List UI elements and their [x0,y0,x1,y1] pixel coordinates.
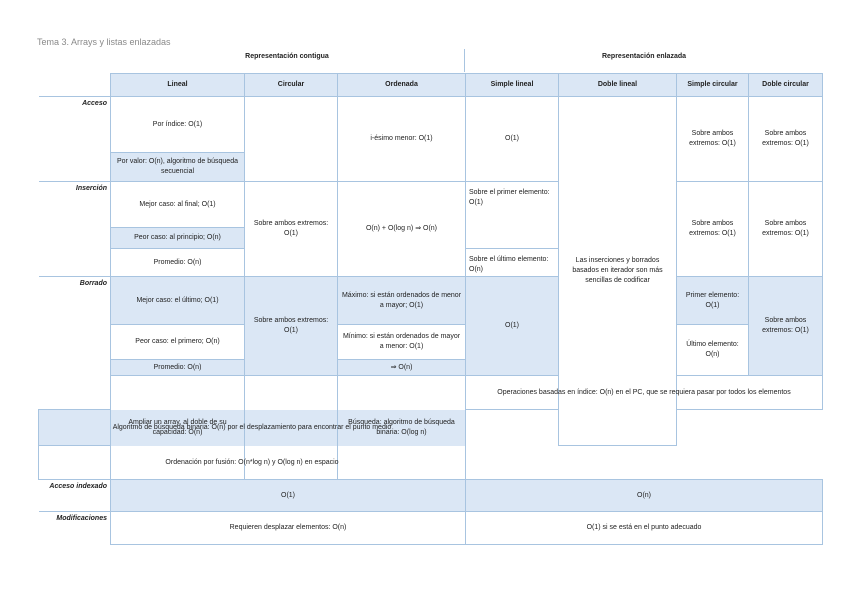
group-header-enlazada: Representación enlazada [601,53,687,60]
row-header-acceso-indexado: Acceso indexado [39,480,111,512]
cell-insercion-circular: Sobre ambos extremos: O(1) [245,182,338,277]
cell-insercion-simple-lineal-primero: Sobre el primer elemento: O(1) [466,182,559,249]
col-header-lineal: Lineal [111,74,245,97]
row-header-modificaciones: Modificaciones [39,512,111,545]
cell-borrado-ordenada-resultado: ⇒ O(n) [338,360,466,376]
cell-insercion-doble-circular: Sobre ambos extremos: O(1) [749,182,823,277]
col-header-ordenada: Ordenada [338,74,466,97]
cell-borrado-ordenada-minimo: Mínimo: si están ordenados de mayor a menor: O(1) [338,325,466,360]
cell-acceso-doble-circular: Sobre ambos extremos: O(1) [749,97,823,182]
row-header-borrado: Borrado [39,277,111,410]
cell-acceso-lineal-valor: Por valor: O(n), algoritmo de búsqueda secuencial [111,153,245,182]
cell-insercion-ordenada: O(n) + O(log n) ⇒ O(n) [338,182,466,277]
cell-extra-enlazada-busqueda: Algoritmo de búsqueda binaria: O(n) por el desplazamiento para encontrar el punto medio [39,410,466,446]
col-header-doble-lineal: Doble lineal [559,74,677,97]
cell-insercion-simple-lineal-ultimo: Sobre el último elemento: O(n) [466,249,559,277]
cell-borrado-circular: Sobre ambos extremos: O(1) [245,277,338,376]
group-header-contigua: Representación contigua [245,53,329,60]
col-header-doble-circular: Doble circular [749,74,823,97]
cell-doble-lineal-merged: Las inserciones y borrados basados en iterador son más sencillas de codificar [559,97,677,446]
cell-extra-enlazada-ordenacion: Ordenación por fusión: O(n*log n) y O(log n) en espacio [39,446,466,480]
cell-insercion-simple-circular: Sobre ambos extremos: O(1) [677,182,749,277]
cell-insercion-lineal-promedio: Promedio: O(n) [111,249,245,277]
cell-modificaciones-contigua: Requieren desplazar elementos: O(n) [111,512,466,545]
cell-borrado-simple-lineal: O(1) [466,277,559,376]
col-header-simple-circular: Simple circular [677,74,749,97]
cell-insercion-lineal-mejor: Mejor caso: al final; O(1) [111,182,245,228]
row-header-acceso: Acceso [39,97,111,182]
cell-acceso-ordenada: i-ésimo menor: O(1) [338,97,466,182]
col-header-simple-lineal: Simple lineal [466,74,559,97]
cell-acceso-simple-lineal: O(1) [466,97,559,182]
cell-extra-enlazada-indice: Operaciones basadas en índice: O(n) en el PC, que se requiera pasar por todos los elementos [466,376,823,410]
cell-acceso-simple-circular: Sobre ambos extremos: O(1) [677,97,749,182]
cell-borrado-doble-circular: Sobre ambos extremos: O(1) [749,277,823,376]
col-header-circular: Circular [245,74,338,97]
cell-borrado-lineal-peor: Peor caso: el primero; O(n) [111,325,245,360]
cell-insercion-lineal-peor: Peor caso: al principio; O(n) [111,228,245,249]
cell-indexado-enlazada: O(n) [466,480,823,512]
cell-borrado-ordenada-maximo: Máximo: si están ordenados de menor a mayor; O(1) [338,277,466,325]
cell-borrado-simple-circular-ultimo: Último elemento: O(n) [677,325,749,376]
cell-borrado-simple-circular-primero: Primer elemento: O(1) [677,277,749,325]
cell-modificaciones-enlazada: O(1) si se está en el punto adecuado [466,512,823,545]
cell-indexado-contigua: O(1) [111,480,466,512]
cell-borrado-lineal-mejor: Mejor caso: el último; O(1) [111,277,245,325]
document-title: Tema 3. Arrays y listas enlazadas [37,37,171,47]
cell-acceso-lineal-indice: Por índice: O(1) [111,97,245,153]
complexity-table [38,73,823,545]
cell-borrado-lineal-promedio: Promedio: O(n) [111,360,245,376]
cell-acceso-circular [245,97,338,182]
corner-cell [39,74,111,97]
row-header-insercion: Inserción [39,182,111,277]
cell-extra-ordenada: Búsqueda: algoritmo de búsqueda binaria: O(log n) [338,376,466,480]
